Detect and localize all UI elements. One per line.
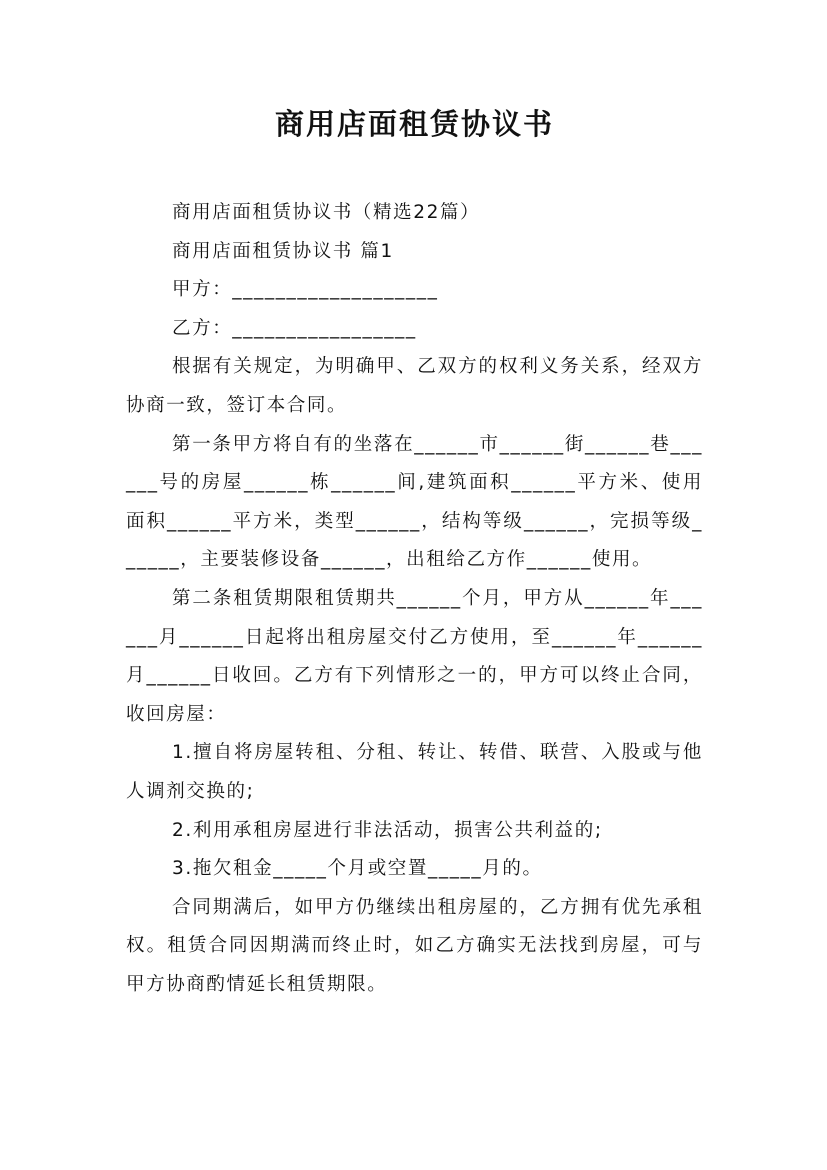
article-2-paragraph: 第二条租赁期限租赁期共______个月，甲方从______年______月______日起将出租房屋交付乙方使用，至______年______月______日收回。乙方有下列情形之一的，甲方可以终止合同，收回房屋：	[126, 587, 703, 725]
document-title: 商用店面租赁协议书	[274, 107, 554, 141]
clause-3-paragraph: 3.拖欠租金_____个月或空置_____月的。	[172, 858, 543, 880]
clause-1-paragraph: 1.擅自将房屋转租、分租、转让、转借、联营、入股或与他人调剂交换的;	[126, 742, 703, 802]
section-heading: 商用店面租赁协议书 篇1	[172, 240, 394, 262]
preamble-paragraph: 根据有关规定，为明确甲、乙双方的权利义务关系，经双方协商一致，签订本合同。	[126, 356, 703, 416]
subtitle-paragraph: 商用店面租赁协议书（精选22篇）	[172, 202, 481, 223]
document-body	[126, 194, 703, 1004]
renewal-paragraph: 合同期满后，如甲方仍继续出租房屋的，乙方拥有优先承租权。租赁合同因期满而终止时，如乙方确实无法找到房屋，可与甲方协商酌情延长租赁期限。	[126, 896, 703, 995]
article-1-paragraph: 第一条甲方将自有的坐落在______市______街______巷______号的房屋______栋______间,建筑面积______平方米、使用面积______平方米，类型______，结构等级______，完损等级______，主要装修设备______，出租给乙方作______使用。	[126, 433, 703, 571]
party-a-line: 甲方：___________________	[172, 279, 439, 301]
party-b-line: 乙方：_________________	[172, 317, 417, 339]
clause-2-paragraph: 2.利用承租房屋进行非法活动，损害公共利益的;	[172, 819, 603, 841]
